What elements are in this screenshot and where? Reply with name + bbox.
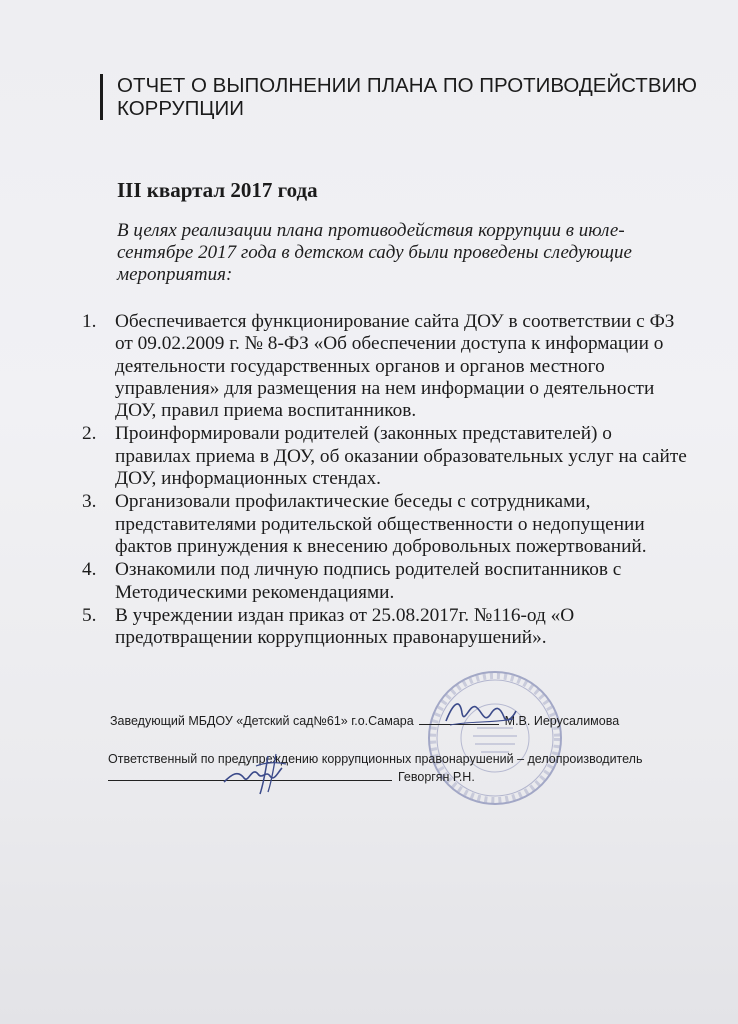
item-text: Проинформировали родителей (законных представителей) о правилах приема в ДОУ, об оказании образовательных услуг на сайте ДОУ, информационных стендах. — [115, 423, 687, 490]
list-item — [82, 559, 692, 604]
item-number: 4. — [82, 559, 97, 581]
item-number: 3. — [82, 491, 97, 513]
item-number: 2. — [82, 423, 97, 445]
item-text: Организовали профилактические беседы с сотрудниками, представителями родительской общественности о недопущении фактов принуждения к внесению добровольных пожертвований. — [115, 491, 647, 557]
list-item — [82, 423, 692, 490]
item-number: 5. — [82, 604, 97, 626]
list-item — [82, 491, 692, 558]
activities-list — [82, 311, 692, 650]
title-block — [100, 74, 717, 120]
item-number: 1. — [82, 311, 97, 332]
quarter-heading: III квартал 2017 года — [117, 178, 318, 202]
responsible-signature-icon — [220, 748, 300, 798]
head-signature-line — [110, 714, 690, 728]
list-item — [82, 311, 692, 422]
responsible-name: Геворгян Р.Н. — [398, 770, 475, 784]
item-text: Обеспечивается функционирование сайта ДОУ в соответствии с ФЗ от 09.02.2009 г. № 8-ФЗ «Об обеспечении доступа к информации о деятельности государственных органов и органов местного управления» для размещения на нем информации о деятельности ДОУ, правил приема воспитанников. — [115, 311, 675, 422]
item-text: В учреждении издан приказ от 25.08.2017г. №116-од «О предотвращении коррупционных правонарушений». — [115, 604, 575, 649]
head-name: М.В. Иерусалимова — [504, 714, 620, 728]
list-item — [82, 605, 692, 650]
intro-paragraph: В целях реализации плана противодействия коррупции в июле-сентябре 2017 года в детском саду были проведены следующие мероприятия: — [117, 220, 632, 285]
head-signature-icon — [440, 695, 520, 731]
responsible-position: Ответственный по предупреждению коррупционных правонарушений – делопроизводитель — [108, 752, 643, 766]
official-stamp-icon — [425, 668, 565, 808]
item-text: Ознакомили под личную подпись родителей воспитанников с Методическими рекомендациями. — [115, 559, 622, 603]
document-title: ОТЧЕТ О ВЫПОЛНЕНИИ ПЛАНА ПО ПРОТИВОДЕЙСТВИЮ КОРРУПЦИИ — [117, 74, 697, 120]
head-position: Заведующий МБДОУ «Детский сад№61» г.о.Самара — [110, 714, 414, 728]
